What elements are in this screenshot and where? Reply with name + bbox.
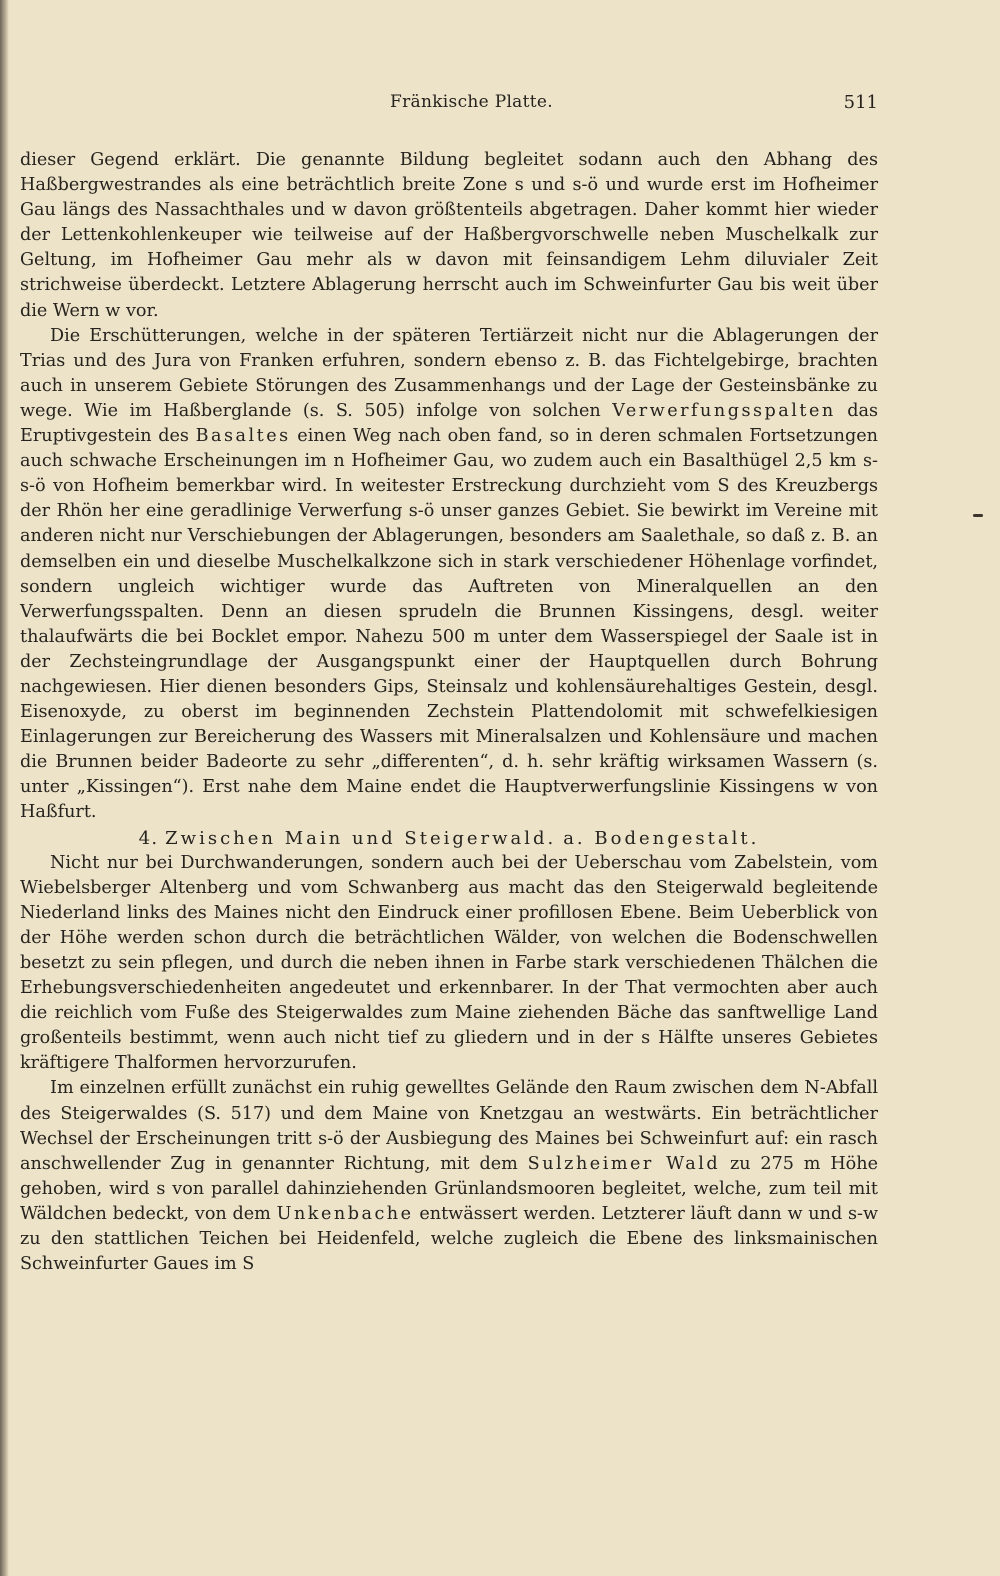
term-basaltes: Basaltes — [195, 426, 291, 447]
paragraph-3: Nicht nur bei Durchwanderungen, sondern auch bei der Ueberschau vom Zabelstein, vom Wiebelsberger Altenberg und vom Schwanberg aus macht das den Steigerwald begleitende Niederland links des Maines nicht den Eindruck einer profillosen Ebene. Beim Ueberblick von der Höhe werden schon durch die beträchtlichen Wälder, von welchen die Bodenschwellen besetzt zu sein pflegen, und durch die neben ihnen in Farbe stark verschiedenen Thälchen die Erhebungsverschiedenheiten angedeutet und erkennbarer. In der That vermochten aber auch die reichlich vom Fuße des Steigerwaldes zum Maine ziehenden Bäche das sanftwellige Land großenteils bestimmt, wenn auch nicht tief zu gliedern und in der s Hälfte unseres Gebietes kräftigere Thalformen hervorzurufen. — [20, 852, 878, 1074]
page-number: 511 — [843, 92, 878, 113]
section-subtitle: a. Bodengestalt. — [563, 827, 760, 849]
section-title: Zwischen Main und Steigerwald. — [165, 827, 557, 849]
paragraph-2 — [20, 324, 878, 826]
page-edge-shadow — [0, 0, 9, 1576]
running-title: Fränkische Platte. — [390, 92, 553, 112]
paragraph-2-text-b: das Eruptivgestein des — [20, 400, 878, 447]
paragraph-2-text-a: Die Erschütterungen, welche in der späteren Tertiärzeit nicht nur die Ablagerungen der Trias und des Jura von Franken erfuhren, sondern ebenso z. B. das Fichtelgebirge, brachten auch in unserem Gebiete Störungen des Zusammenhangs und der Lage der Gesteinsbänke zu wege. Wie im Haßberglande (s. S. 505) infolge von solchen — [20, 325, 878, 421]
body-text — [20, 148, 878, 1277]
paragraph-4-text-b: zu 275 m Höhe gehoben, wird s von parallel dahinziehenden Grünlandsmooren begleitet, welche, zum teil mit Wäldchen bedeckt, von dem — [20, 1153, 879, 1224]
term-unkenbache: Unkenbache — [276, 1203, 414, 1224]
section-number: 4. — [138, 827, 159, 849]
margin-mark — [973, 514, 983, 517]
paragraph-2-text-c: einen Weg nach oben fand, so in deren schmalen Fortsetzungen auch schwache Erscheinungen im n Hofheimer Gau, wo zudem auch ein Basalthügel 2,5 km s-s-ö von Hofheim bemerkbar wird. In weitester Erstreckung durchzieht vom S des Kreuzbergs der Rhön her eine geradlinige Verwerfung s-ö unser ganzes Gebiet. Sie bewirkt im Vereine mit anderen nicht nur Verschiebungen der Ablagerungen, besonders am Saalethale, so daß z. B. an demselben ein und dieselbe Muschelkalkzone sich in stark verschiedener Höhenlage vorfindet, sondern ungleich wichtiger wurde das Auftreten von Mineralquellen an den Verwerfungsspalten. Denn an diesen sprudeln die Brunnen Kissingens, desgl. weiter thalaufwärts die bei Bocklet empor. Nahezu 500 m unter dem Wasserspiegel der Saale ist in der Zechsteingrundlage der Ausgangspunkt einer der Hauptquellen durch Bohrung nachgewiesen. Hier dienen besonders Gips, Steinsalz und kohlensäurehaltiges Gestein, desgl. Eisenoxyde, zu oberst im beginnenden Zechstein Plattendolomit mit schwefelkiesigen Einlagerungen zur Bereicherung des Wassers mit Mineralsalzen und Kohlensäure und machen die Brunnen beider Badeorte zu sehr „differenten“, d. h. sehr kräftig wirksamen Wassern (s. unter „Kissingen“). Erst nahe dem Maine endet die Hauptverwerfungslinie Kissingens w von Haßfurt. — [20, 426, 878, 823]
paragraph-4-text-a: Im einzelnen erfüllt zunächst ein ruhig gewelltes Gelände den Raum zwischen dem N-Abfall des Steigerwaldes (S. 517) und dem Maine von Knetzgau an westwärts. Ein beträchtlicher Wechsel der Erscheinungen tritt s-ö der Ausbiegung des Maines bei Schweinfurt auf: ein rasch anschwellender Zug in genannter Richtung, mit dem — [20, 1078, 878, 1174]
paragraph-4 — [20, 1076, 878, 1277]
paragraph-1: dieser Gegend erklärt. Die genannte Bildung begleitet sodann auch den Abhang des Haßbergwestrandes als eine beträchtlich breite Zone s und s-ö und wurde erst im Hofheimer Gau längs des Nassachthales und w davon größtenteils abgetragen. Daher kommt hier wieder der Lettenkohlenkeuper wie teilweise auf der Haßbergvorschwelle neben Muschelkalk zur Geltung, im Hofheimer Gau mehr als w davon mit feinsandigem Lehm diluvialer Zeit strichweise überdeckt. Letztere Ablagerung herrscht auch im Schweinfurter Gau bis weit über die Wern w vor. — [20, 150, 878, 321]
term-verwerfungsspalten: Verwerfungsspalten — [612, 400, 836, 421]
section-heading — [20, 826, 878, 851]
paragraph-4-text-c: entwässert werden. Letzterer läuft dann w und s-w zu den stattlichen Teichen bei Heidenfeld, welche zugleich die Ebene des linksmainischen Schweinfurter Gaues im S — [20, 1203, 879, 1275]
term-sulzheimer-wald: Sulzheimer Wald — [527, 1153, 721, 1174]
page-header — [20, 92, 878, 122]
